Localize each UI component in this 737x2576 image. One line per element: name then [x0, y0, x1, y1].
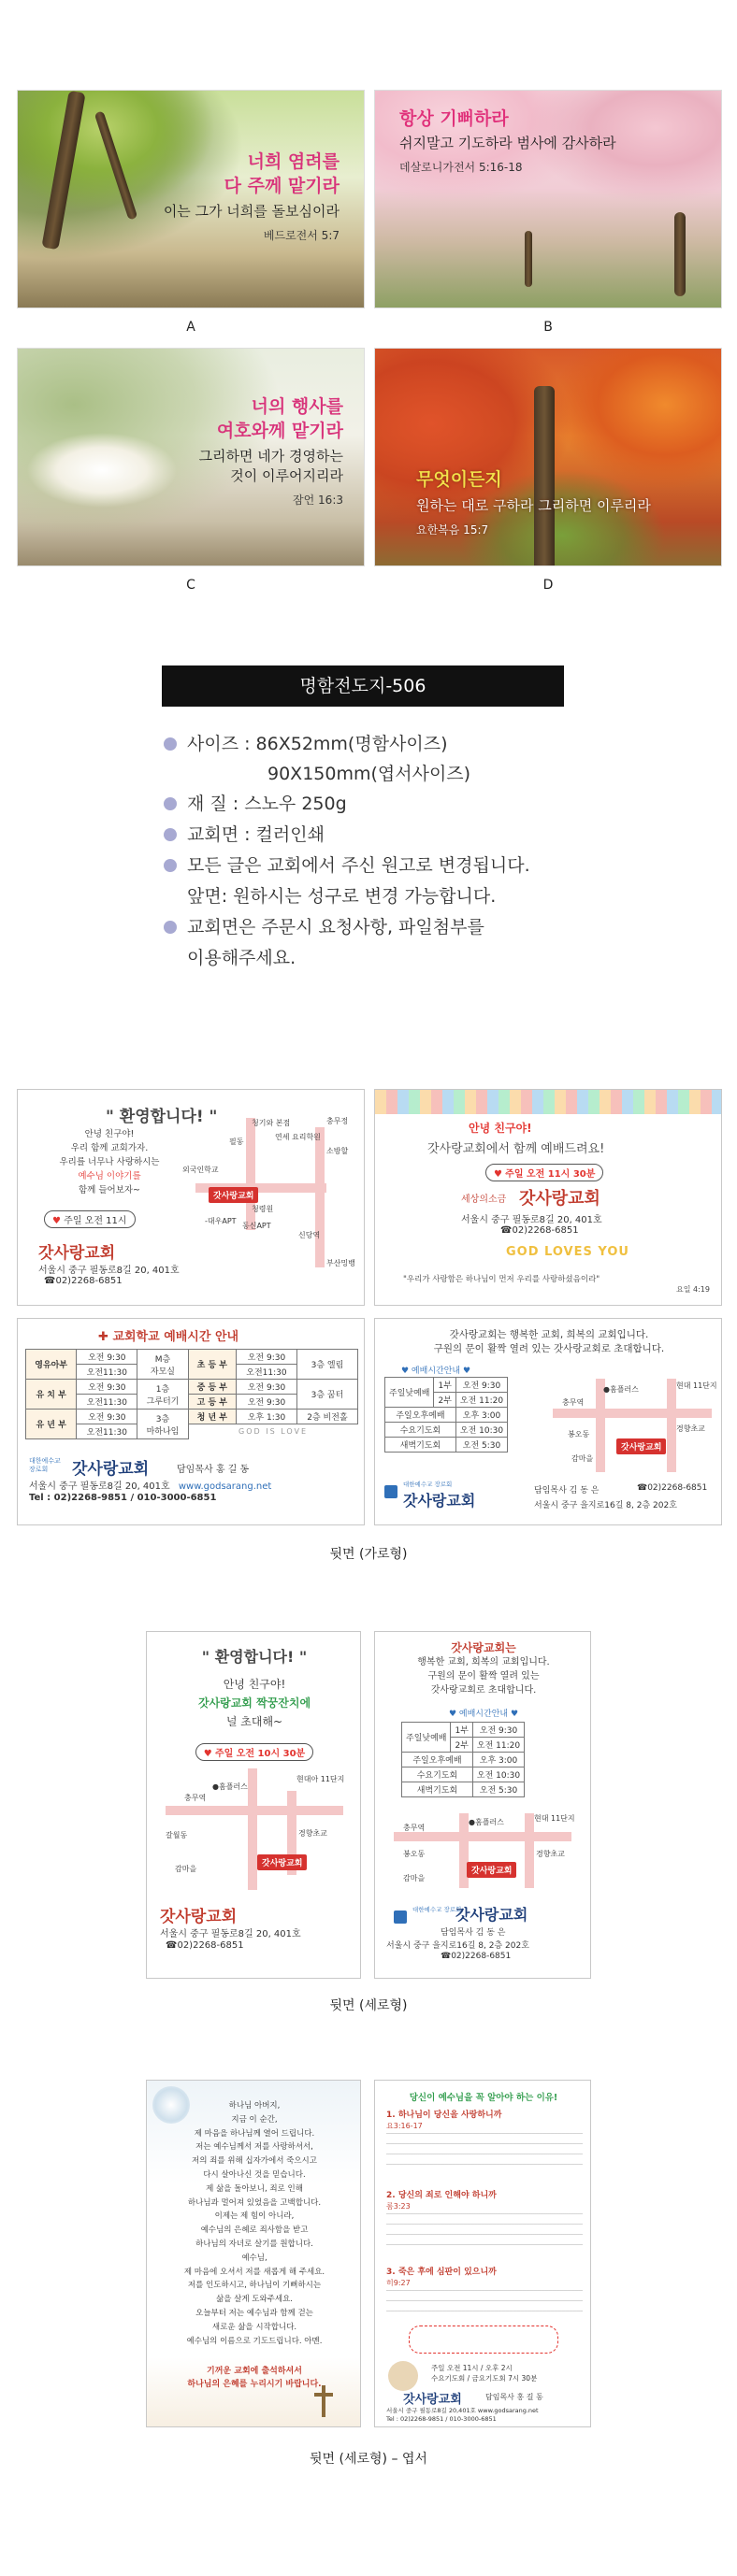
- reason-block: [386, 2111, 583, 2170]
- invite-line: 예수님 이야기를: [78, 1171, 141, 1181]
- service-time: 오전 9:30: [455, 1378, 507, 1393]
- time-cell: 오전 9:30: [236, 1395, 296, 1410]
- map-label: 연세 요리학원: [275, 1133, 321, 1141]
- verse-headline-line: 여호와께 맡기라: [216, 420, 343, 441]
- closing-line: 기꺼운 교회에 출석하셔서: [207, 2367, 302, 2376]
- church-name: 갓사랑교회: [160, 1908, 238, 1926]
- service-time: 오전 5:30: [455, 1438, 507, 1453]
- spec-note: 이용해주세요.: [187, 948, 296, 968]
- church-address: 서울시 중구 을지로16길 8, 2층 202호: [534, 1501, 677, 1510]
- intro-line: 갓사랑교회는: [451, 1641, 516, 1654]
- address-line: [29, 1478, 271, 1492]
- service-name: 새벽기도회: [385, 1438, 456, 1453]
- worship-schedule-table: [384, 1377, 508, 1453]
- badge-icon: [388, 2361, 418, 2391]
- time-cell: 오후 1:30: [236, 1410, 296, 1424]
- prayer-line: 제 마음을 하나님께 열어 드립니다.: [194, 2128, 315, 2139]
- back-card-reasons: [374, 2080, 591, 2427]
- intro-line: 구원의 문이 활짝 열려 있는: [427, 1671, 540, 1682]
- tree-branch: [94, 110, 138, 220]
- verse-headline: 항상 기뻐하라: [399, 108, 509, 129]
- reason-body: [386, 2213, 583, 2251]
- time-cell: 오전 9:30: [77, 1380, 137, 1395]
- service-time-pill: [485, 1163, 603, 1181]
- service-time: 오전 11:20: [472, 1738, 524, 1753]
- location-line: 3층: [155, 1414, 170, 1424]
- prayer-line: 이제는 제 힘이 아니라,: [214, 2211, 295, 2222]
- verse-reference: 데살로니가전서 5:16-18: [399, 160, 523, 174]
- verse-body-line: 것이 이루어지리라: [230, 467, 343, 485]
- invite-line: 갓사랑교회 짝꿍잔치에: [197, 1696, 311, 1710]
- time-cell: 오전11:30: [77, 1395, 137, 1410]
- verse-block: [416, 468, 651, 537]
- verse-headline-line: 너희 염려를: [247, 151, 340, 172]
- worship-schedule-table: [401, 1722, 525, 1797]
- dept-cell: 중 등 부: [188, 1380, 236, 1395]
- front-card-label: C: [186, 578, 195, 593]
- prayer-line: 저를 인도하시고, 하나님이 기뻐하시는: [187, 2281, 322, 2291]
- dept-cell: 유 치 부: [26, 1380, 77, 1410]
- church-logo: [394, 1907, 407, 1925]
- reason-body: [386, 2290, 583, 2314]
- sunday-school-table: [25, 1349, 358, 1439]
- cross-icon: [311, 2385, 336, 2417]
- invite-line: 갓사랑교회에서 함께 예배드려요!: [427, 1142, 605, 1156]
- verse-reference: 잠언 16:3: [293, 494, 343, 508]
- location-cell: [137, 1350, 188, 1380]
- map-label: 감마을: [571, 1454, 594, 1463]
- map-label: 갈월동: [166, 1831, 188, 1839]
- service-time: 오후 3:00: [472, 1753, 524, 1767]
- tree-trunk: [525, 231, 532, 287]
- verse-body: [199, 447, 343, 486]
- spec-size-postcard: 90X150mm(엽서사이즈): [267, 764, 471, 784]
- intro-line: 행복한 교회, 희복의 교회입니다.: [417, 1657, 550, 1667]
- service-name: 주일오후예배: [402, 1753, 473, 1767]
- prayer-line: 다시 살아나신 것을 믿습니다.: [203, 2169, 306, 2180]
- map-road: [166, 1806, 343, 1815]
- pastor-name: 담임목사 김 동 은: [441, 1928, 506, 1938]
- back-card-portrait-welcome: [146, 1631, 361, 1979]
- location-line: 마하나임: [146, 1426, 180, 1437]
- verse-block: [164, 150, 340, 243]
- prayer-line: 하나님 아버지,: [228, 2101, 281, 2111]
- time-cell: 오전 9:30: [77, 1410, 137, 1424]
- church-address: 서울시 중구 을지로16길 8, 2층 202호: [386, 1941, 529, 1951]
- map-church-marker: 갓사랑교회: [467, 1862, 516, 1878]
- reason-title: 3. 죽은 후에 심판이 있으니까: [386, 2268, 497, 2277]
- verse-body: 쉬지말고 기도하라 범사에 감사하라: [399, 134, 616, 151]
- location-cell: 2층 비전홀: [296, 1410, 357, 1424]
- map-label: 충무역: [562, 1398, 585, 1407]
- verse-body-line: 그리하면 네가 경영하는: [198, 448, 343, 465]
- location-line: M층: [154, 1354, 171, 1365]
- map-label: 충무역: [403, 1824, 426, 1832]
- tree-trunk: [41, 91, 85, 250]
- verse-body: 원하는 대로 구하라 그리하면 이루리라: [416, 496, 651, 514]
- map-label: 경향초교: [298, 1829, 327, 1838]
- reason-block: [386, 2268, 583, 2314]
- service-time: 오전 11:20: [455, 1393, 507, 1408]
- reason-title: 1. 하나님이 당신을 사랑하니까: [386, 2111, 502, 2120]
- verse-reference: 요한복음 15:7: [416, 522, 489, 537]
- map-road: [667, 1379, 676, 1472]
- reason-body: [386, 2133, 583, 2170]
- prayer-line: 제 마음에 오셔서 저를 새롭게 해 주세요.: [183, 2267, 325, 2277]
- product-title: 명함전도지-506: [162, 665, 564, 707]
- denomination: 대한예수교 장로회: [412, 1906, 462, 1913]
- verse-block: [199, 395, 343, 508]
- church-phone: ☎02)2268-6851: [44, 1276, 123, 1286]
- church-website: www.godsarang.net: [178, 1481, 272, 1492]
- map-road: [525, 1813, 534, 1888]
- invite-line: 안녕 친구야!: [223, 1678, 286, 1691]
- heart-icon: ♥: [52, 1216, 61, 1226]
- prayer-line: 예수님,: [241, 2253, 267, 2263]
- map-label: 필동: [229, 1138, 244, 1146]
- verse-block: [399, 107, 616, 175]
- time-cell: 오전 9:30: [77, 1350, 137, 1365]
- map-label: 봉오동: [568, 1430, 590, 1438]
- church-phone: Tel : 02)2268-9851 / 010-3000-6851: [29, 1493, 217, 1503]
- schedule-heading: ♥ 예배시간안내 ♥: [448, 1710, 519, 1719]
- service-part: 1부: [434, 1378, 455, 1393]
- church-address: 서울시 중구 필동로8길 20,401호 www.godsarang.net: [386, 2407, 539, 2414]
- tree-trunk: [674, 212, 686, 296]
- reason-ref: 히9:27: [386, 2279, 411, 2287]
- prayer-text: [147, 2099, 361, 2348]
- church-name: 갓사랑교회: [519, 1189, 600, 1209]
- denomination: 대한예수교 장로회: [29, 1457, 61, 1473]
- time-cell: 오전 9:30: [236, 1380, 296, 1395]
- invite-line: 널 초대해~: [225, 1715, 283, 1728]
- map-label: ●홈플러스: [603, 1385, 639, 1394]
- time-cell: 오전11:30: [77, 1365, 137, 1380]
- verse-headline: [199, 395, 343, 443]
- location-line: 1층: [155, 1384, 170, 1395]
- map-label: 외국인학교: [182, 1166, 219, 1174]
- location-cell: 3층 엘림: [296, 1350, 357, 1380]
- prayer-line: 저의 죄를 위해 십자가에서 죽으시고: [192, 2156, 317, 2167]
- front-card-label: B: [543, 320, 553, 335]
- back-card-sunday-school: [17, 1318, 365, 1525]
- intro-line: 갓사랑교회로 초대합니다.: [430, 1685, 537, 1696]
- caption-postcard: 뒷면 (세로형) – 엽서: [310, 2452, 427, 2467]
- reason-block: [386, 2191, 583, 2251]
- location-cell: [137, 1410, 188, 1439]
- map-label: 충무역: [184, 1794, 207, 1802]
- map-road: [394, 1832, 571, 1841]
- intro-text: [375, 1328, 722, 1356]
- church-address: 서울시 중구 필동로8길 20, 401호: [461, 1215, 602, 1225]
- prayer-line: 삶을 살게 도와주세요.: [215, 2295, 293, 2305]
- prayer-line: 지금 이 순간,: [231, 2114, 278, 2125]
- service-name: 주일낮예배: [402, 1723, 451, 1753]
- map-road: [553, 1409, 712, 1418]
- service-time: 오전 10:30: [455, 1423, 507, 1438]
- map-road: [248, 1768, 257, 1890]
- schedule-heading: ♥ 예배시간안내 ♥: [401, 1367, 471, 1376]
- front-card-label: D: [542, 578, 554, 593]
- invite-line: 함께 들어보자~: [78, 1185, 141, 1195]
- map-label: ●홈플러스: [212, 1782, 248, 1791]
- prayer-line: 저는 예수님께서 저를 사랑하셔서,: [195, 2142, 313, 2153]
- prayer-line: 예수님의 이름으로 기도드립니다. 아멘.: [186, 2336, 323, 2346]
- reasons-heading: 당신이 예수님을 꼭 알아야 하는 이유!: [409, 2093, 558, 2103]
- service-name: 주일낮예배: [385, 1378, 434, 1408]
- map-label: 경향초교: [536, 1850, 565, 1858]
- back-card-prayer: [146, 2080, 361, 2427]
- prayer-line: 새로운 삶을 시작합니다.: [211, 2322, 297, 2332]
- spec-note: 교회면은 주문시 요청사항, 파일첨부를: [187, 917, 484, 937]
- church-name: 갓사랑교회: [38, 1244, 116, 1263]
- verse-headline: 무엇이든지: [416, 469, 502, 490]
- map-label: 현대 11단지: [676, 1381, 717, 1390]
- map-label: 감마을: [403, 1874, 426, 1882]
- banner-text: GOD LOVES YOU: [506, 1245, 629, 1259]
- verse-reference: 베드로전서 5:7: [263, 229, 340, 243]
- time-cell: 오전11:30: [236, 1365, 296, 1380]
- bible-verse: "우리가 사랑함은 하나님이 먼저 우리를 사랑하셨음이라": [403, 1275, 600, 1284]
- service-name: 주일오후예배: [385, 1408, 456, 1423]
- church-phone: ☎02)2268-6851: [637, 1483, 708, 1493]
- spec-church-side: 교회면 : 컬러인쇄: [187, 824, 325, 845]
- church-name: 갓사랑교회: [72, 1460, 150, 1479]
- church-phone: ☎02)2268-6851: [500, 1225, 579, 1236]
- pastor-name: 담임목사 김 동 은: [534, 1486, 600, 1496]
- service-time: 주일 오전 10시 30분: [214, 1749, 306, 1759]
- church-logo: [384, 1481, 397, 1499]
- invite-line: 우리를 너무나 사랑하시는: [59, 1157, 160, 1167]
- dept-cell: 고 등 부: [188, 1395, 236, 1410]
- prayer-line: 예수님의 은혜로 죄사함을 받고: [200, 2225, 309, 2236]
- verse-body: 이는 그가 너희를 돌보심이라: [163, 203, 340, 221]
- dept-cell: 청 년 부: [188, 1410, 236, 1424]
- closing-line: 하나님의 은혜를 누리시기 바랍니다.: [187, 2380, 322, 2389]
- location-cell: [137, 1380, 188, 1410]
- location-line: 자모실: [150, 1367, 176, 1377]
- welcome-heading: " 환영합니다! ": [106, 1108, 218, 1126]
- greeting: 안녕 친구야!: [469, 1122, 532, 1135]
- bullet-icon: [164, 859, 177, 872]
- reason-ref: 요3:16-17: [386, 2122, 423, 2130]
- church-name: 갓사랑교회: [403, 2393, 462, 2407]
- map-label: 충무정: [326, 1117, 349, 1125]
- service-time: 오후 3:00: [455, 1408, 507, 1423]
- bullet-icon: [164, 797, 177, 810]
- front-card-d: [374, 348, 722, 566]
- service-time-pill: [147, 1742, 361, 1761]
- bullet-icon: [164, 737, 177, 751]
- time-cell: 오전11:30: [77, 1424, 137, 1439]
- church-address: 서울시 중구 필동로8길 20, 401호: [160, 1929, 301, 1939]
- map-label: -대우APT: [205, 1217, 237, 1225]
- front-card-a: [17, 90, 365, 308]
- dept-cell: 유 년 부: [26, 1410, 77, 1439]
- map-label: 경향초교: [676, 1424, 705, 1433]
- service-time: 주일 오전 11시 30분: [505, 1169, 596, 1180]
- back-card-welcome-map: [17, 1089, 365, 1306]
- service-part: 2부: [451, 1738, 472, 1753]
- dept-cell: 영유아부: [26, 1350, 77, 1380]
- spec-note: 앞면: 원하시는 성구로 변경 가능합니다.: [187, 886, 497, 907]
- invitation-balloon: [409, 2326, 558, 2354]
- front-card-label: A: [186, 320, 195, 335]
- map-church-marker: 갓사랑교회: [209, 1187, 258, 1203]
- church-name: 갓사랑교회: [455, 1906, 528, 1924]
- map-label: 봉오동: [403, 1850, 426, 1858]
- location-cell: 3층 꿈터: [296, 1380, 357, 1410]
- front-card-c: [17, 348, 365, 566]
- denomination: 대한예수교 장로회: [403, 1481, 453, 1488]
- church-phone: ☎02)2268-6851: [166, 1940, 244, 1951]
- bible-verse-reference: 요일 4:19: [676, 1285, 710, 1294]
- verse-headline-line: 너의 행사를: [251, 396, 343, 417]
- map-label: 현대 11단지: [534, 1814, 575, 1823]
- map-label: 동신APT: [242, 1222, 271, 1230]
- church-logo-icon: [384, 1485, 397, 1498]
- intro-text: [375, 1641, 591, 1697]
- map-label: 현대아 11단지: [296, 1775, 345, 1783]
- bunting-decoration: [375, 1090, 722, 1114]
- bullet-icon: [164, 921, 177, 934]
- church-address: 서울시 중구 필동로8길 20, 401호: [29, 1481, 170, 1492]
- caption-portrait: 뒷면 (세로형): [329, 1998, 408, 2013]
- church-address: 서울시 중구 필동로8길 20, 401호: [38, 1266, 180, 1276]
- front-card-b: [374, 90, 722, 308]
- invite-text: [50, 1127, 169, 1197]
- time-cell: 오전 9:30: [236, 1350, 296, 1365]
- pastor-name: 담임목사 홍 길 동: [485, 2393, 543, 2401]
- schedule-title-text: 교회학교 예배시간 안내: [112, 1330, 239, 1344]
- invite-line: 안녕 친구야!: [84, 1129, 135, 1139]
- intro-line: 갓사랑교회는 행복한 교회, 희복의 교회입니다.: [449, 1329, 649, 1340]
- map-label: 신당역: [298, 1231, 321, 1239]
- cross-icon: ✚: [98, 1330, 108, 1344]
- heart-icon: ♥: [494, 1169, 502, 1180]
- church-phone: Tel : 02)2268-9851 / 010-3000-6851: [386, 2415, 497, 2423]
- schedule-title: [98, 1326, 238, 1344]
- footer-tag: GOD IS LOVE: [238, 1427, 309, 1437]
- heart-icon: ♥: [203, 1749, 212, 1759]
- bullet-icon: [164, 828, 177, 841]
- service-name: 수요기도회: [402, 1767, 473, 1782]
- service-part: 1부: [451, 1723, 472, 1738]
- service-part: 2부: [434, 1393, 455, 1408]
- map-label: 청기와 본점: [252, 1119, 291, 1127]
- invite-text: [147, 1675, 361, 1731]
- back-card-invite: [374, 1089, 722, 1306]
- church-phone: ☎02)2268-6851: [441, 1952, 512, 1961]
- service-time: 수요기도회 / 금요기도회 7시 30분: [431, 2374, 538, 2383]
- back-card-schedule-map: [374, 1318, 722, 1525]
- verse-headline: [164, 150, 340, 198]
- service-time: 오전 5:30: [472, 1782, 524, 1797]
- church-logo-icon: [394, 1911, 407, 1924]
- service-times: [431, 2363, 537, 2383]
- service-name: 새벽기도회: [402, 1782, 473, 1797]
- service-time: 오전 9:30: [472, 1723, 524, 1738]
- back-card-portrait-schedule: [374, 1631, 591, 1979]
- map-label: 부산밍뱅: [326, 1259, 355, 1267]
- map-church-marker: 갓사랑교회: [257, 1854, 307, 1870]
- prayer-line: 오늘부터 저는 예수님과 함께 걷는: [195, 2308, 313, 2318]
- invite-line: 우리 함께 교회가자.: [70, 1143, 149, 1153]
- caption-landscape: 뒷면 (가로형): [329, 1547, 408, 1562]
- dept-cell: 초 등 부: [188, 1350, 236, 1380]
- map-church-marker: 갓사랑교회: [616, 1438, 666, 1454]
- map-label: 감마을: [175, 1865, 197, 1873]
- service-time: 주일 오전 11시 / 오후 2시: [431, 2364, 513, 2372]
- intro-line: 구원의 문이 활짝 열려 있는 갓사랑교회로 초대합니다.: [433, 1343, 665, 1354]
- location-line: 그루터기: [146, 1396, 180, 1407]
- welcome-heading: " 환영합니다! ": [201, 1648, 308, 1666]
- map-label: ●홈플러스: [469, 1818, 504, 1826]
- pastor-name: 담임목사 홍 길 동: [177, 1465, 250, 1475]
- map-road: [315, 1127, 325, 1267]
- spec-material: 재 질 : 스노우 250g: [187, 794, 347, 814]
- prayer-line: 하나님과 멀어져 있었음을 고백합니다.: [187, 2197, 322, 2208]
- reason-ref: 롬3:23: [386, 2202, 411, 2211]
- prayer-line: 하나님의 자녀로 살기를 원합니다.: [195, 2239, 313, 2249]
- church-name: 갓사랑교회: [403, 1492, 476, 1510]
- spec-note: 모든 글은 교회에서 주신 원고로 변경됩니다.: [187, 855, 530, 876]
- service-time: 주일 오전 11시: [64, 1216, 127, 1226]
- prayer-line: 제 삶을 돌아보니, 죄로 인해: [206, 2183, 303, 2194]
- service-time: 오전 10:30: [472, 1767, 524, 1782]
- map-label: 청령원: [252, 1205, 274, 1213]
- service-time-pill: [44, 1209, 136, 1228]
- tagline: 세상의소금: [461, 1195, 507, 1205]
- verse-headline-line: 다 주께 맡기라: [224, 175, 340, 196]
- reason-title: 2. 당신의 죄로 인해야 하니까: [386, 2191, 497, 2200]
- service-name: 수요기도회: [385, 1423, 456, 1438]
- map-label: 소방할: [326, 1147, 349, 1155]
- spec-size: 사이즈 : 86X52mm(명함사이즈): [187, 734, 448, 754]
